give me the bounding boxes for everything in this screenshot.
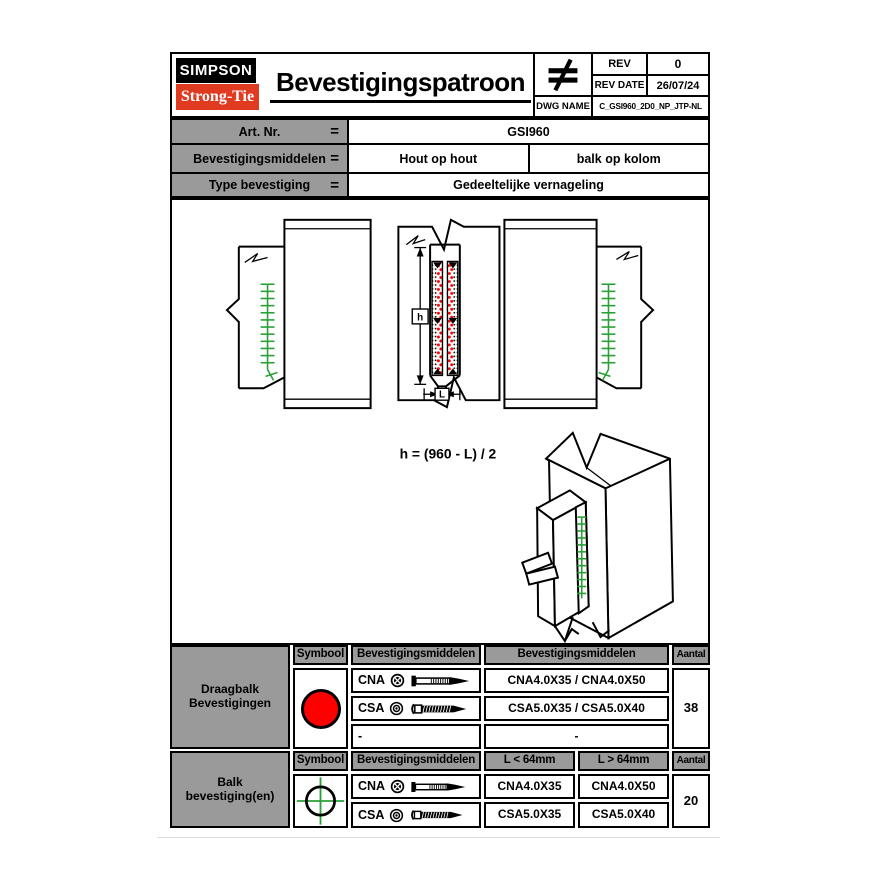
screw-head-icon [389, 701, 404, 716]
bevestigingsmiddelen-value-2: balk op kolom [530, 145, 709, 172]
nail-icon [410, 780, 468, 794]
nail-head-icon [390, 779, 405, 794]
drawing-title: Bevestigingspatroon [280, 54, 521, 116]
dim-l-label: L [438, 389, 446, 401]
dimension-l [423, 388, 461, 400]
cna-row: CNA [351, 668, 481, 693]
dim-h-label: h [417, 312, 424, 324]
dwg-name-value: C_GSI960_2D0_NP_JTP-NL [593, 97, 708, 116]
csa-value: CSA5.0X35 / CSA5.0X40 [484, 696, 669, 721]
logo-simpson: SIMPSON [176, 58, 256, 83]
technical-drawing [172, 200, 708, 643]
balk-aantal: 20 [672, 774, 710, 828]
draagbalk-row-label: Draagbalk Bevestigingen [170, 645, 290, 749]
col-l-large: L > 64mm [578, 751, 669, 771]
dash-row: - [351, 724, 481, 749]
bevestigingsmiddelen-value-1: Hout op hout [349, 145, 528, 172]
csa-row: CSA [351, 802, 481, 828]
dwg-name-label: DWG NAME [535, 97, 591, 116]
cna-row: CNA [351, 774, 481, 799]
balk-symbol-cell [293, 774, 348, 828]
front-view [398, 220, 499, 407]
csa-l-large: CSA5.0X40 [578, 802, 669, 828]
screw-icon [409, 808, 467, 822]
height-formula: h = (960 - L) / 2 [399, 445, 497, 462]
title-block-left [172, 54, 533, 116]
rev-label: REV [593, 54, 646, 74]
col-symbool: Symbool [293, 751, 348, 771]
drawing-area [170, 198, 710, 645]
nail-icon [410, 674, 472, 688]
rev-date-label: REV DATE [593, 76, 646, 95]
draagbalk-symbol-cell [293, 668, 348, 749]
rev-date-value: 26/07/24 [648, 76, 708, 95]
csa-row: CSA [351, 696, 481, 721]
screw-icon [409, 702, 471, 716]
type-bevestiging-value: Gedeeltelijke vernageling [349, 174, 708, 196]
right-side-view [504, 220, 653, 408]
simpson-strongtie-logo [176, 58, 259, 110]
nail-head-icon [390, 673, 405, 688]
type-bevestiging-label: Type bevestiging = [172, 174, 347, 196]
cna-l-large: CNA4.0X50 [578, 774, 669, 799]
left-side-view [227, 220, 371, 408]
col-aantal: Aantal [672, 751, 710, 771]
col-symbool: Symbool [293, 645, 348, 665]
cna-value: CNA4.0X35 / CNA4.0X50 [484, 668, 669, 693]
isometric-view [522, 433, 673, 641]
rev-value: 0 [648, 54, 708, 74]
sheet-edge-line [157, 837, 720, 838]
equals-sign: = [330, 150, 339, 167]
crosshair-symbol [295, 775, 346, 827]
red-circle-symbol [301, 689, 341, 729]
balk-table [170, 751, 710, 828]
title-block [170, 52, 710, 118]
col-middelen-2: Bevestigingsmiddelen [484, 645, 669, 665]
dimension-h [412, 248, 428, 385]
col-middelen-1: Bevestigingsmiddelen [351, 645, 481, 665]
info-table [170, 118, 710, 198]
cna-l-small: CNA4.0X35 [484, 774, 575, 799]
revision-table [535, 54, 708, 116]
art-nr-value: GSI960 [349, 120, 708, 143]
not-equal-icon [535, 54, 591, 95]
col-middelen: Bevestigingsmiddelen [351, 751, 481, 771]
equals-sign: = [330, 123, 339, 140]
bevestigingsmiddelen-label: Bevestigingsmiddelen = [172, 145, 347, 172]
dash-value: - [484, 724, 669, 749]
equals-sign: = [330, 176, 339, 194]
logo-strongtie: Strong-Tie [176, 84, 259, 110]
col-aantal: Aantal [672, 645, 710, 665]
balk-row-label: Balk bevestiging(en) [170, 751, 290, 828]
draagbalk-aantal: 38 [672, 668, 710, 749]
art-nr-label: Art. Nr. = [172, 120, 347, 143]
col-l-small: L < 64mm [484, 751, 575, 771]
draagbalk-table [170, 645, 710, 749]
csa-l-small: CSA5.0X35 [484, 802, 575, 828]
screw-head-icon [389, 808, 404, 823]
